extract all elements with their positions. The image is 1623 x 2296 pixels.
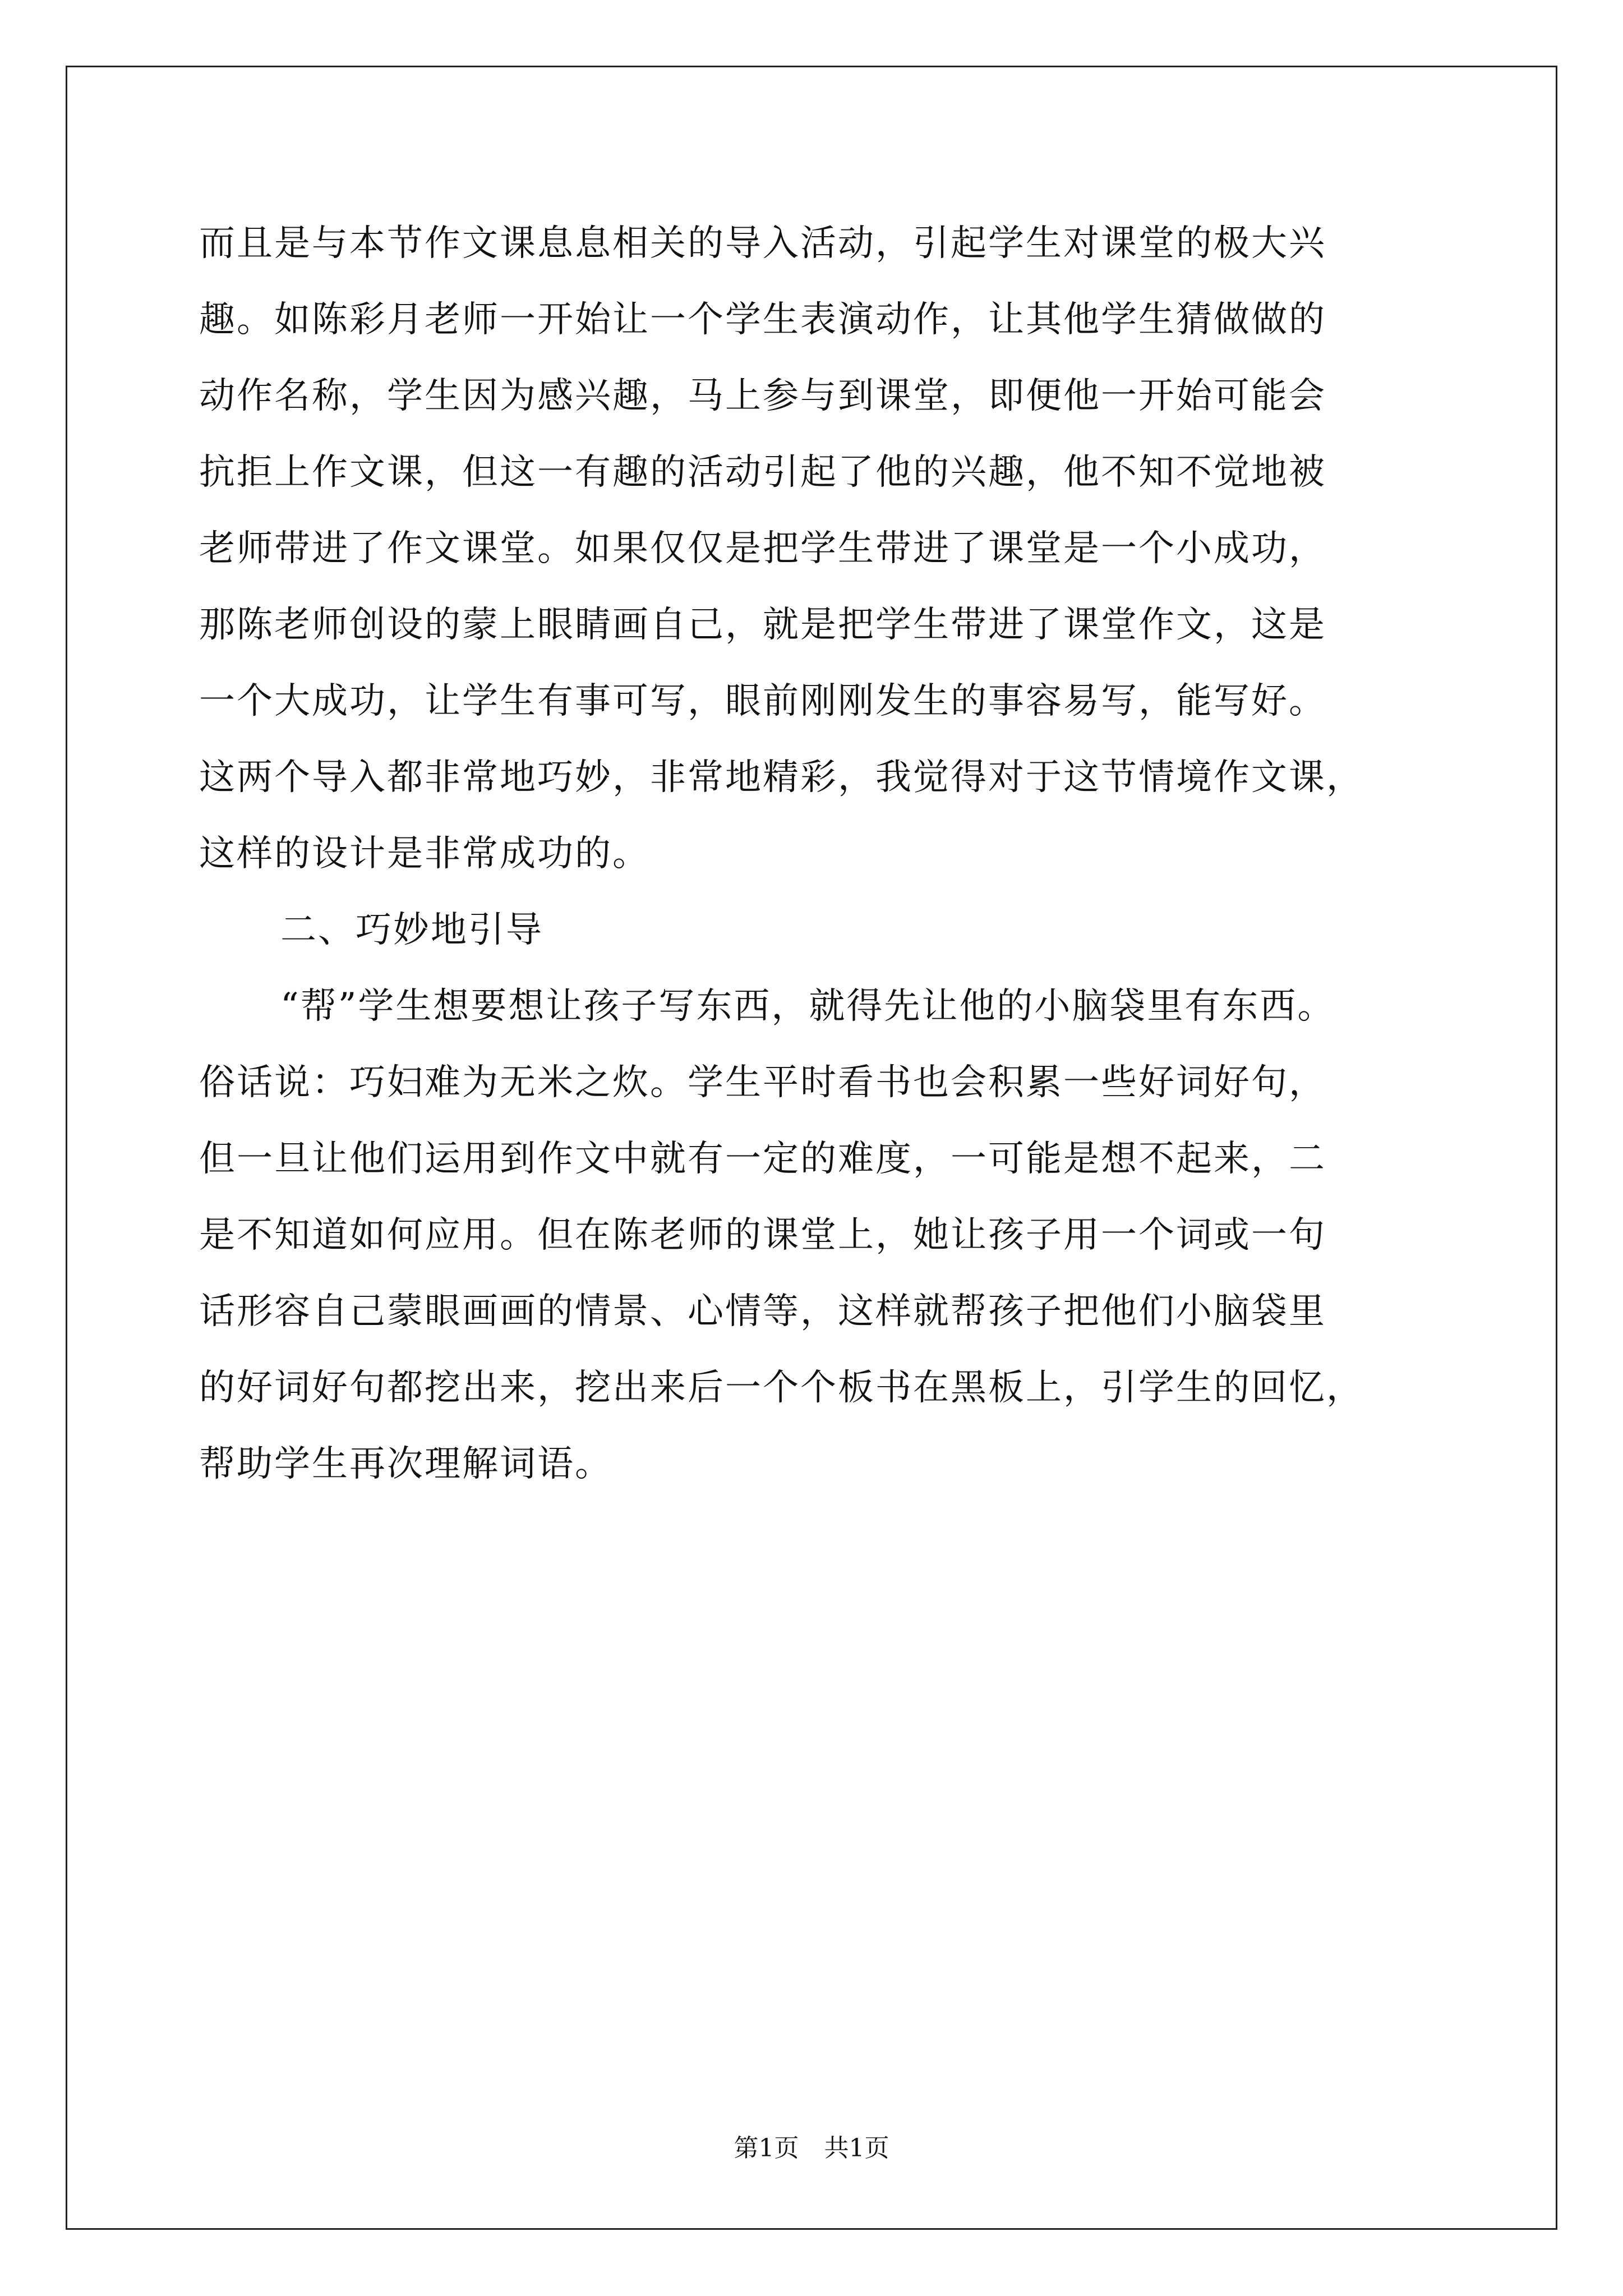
text-line: 的好词好句都挖出来，挖出来后一个个板书在黑板上，引学生的回忆， (199, 1367, 1364, 1409)
text-line: 但一旦让他们运用到作文中就有一定的难度，一可能是想不起来，二 (199, 1138, 1326, 1180)
text-line: 动作名称，学生因为感兴趣，马上参与到课堂，即便他一开始可能会 (199, 375, 1326, 417)
page-number: 第1页 (734, 2134, 799, 2162)
page-total: 共1页 (824, 2134, 889, 2162)
page-footer (0, 2136, 1623, 2161)
text-line: 俗话说：巧妇难为无米之炊。学生平时看书也会积累一些好词好句， (199, 1062, 1326, 1103)
text-line: 抗拒上作文课，但这一有趣的活动引起了他的兴趣，他不知不觉地被 (199, 452, 1326, 493)
section-heading: 二、巧妙地引导 (280, 909, 543, 951)
text-line: 这两个导入都非常地巧妙，非常地精彩，我觉得对于这节情境作文课， (199, 757, 1364, 798)
text-line: 一个大成功，让学生有事可写，眼前刚刚发生的事容易写，能写好。 (199, 680, 1326, 722)
text-line: 是不知道如何应用。但在陈老师的课堂上，她让孩子用一个词或一句 (199, 1214, 1326, 1256)
text-line: 话形容自己蒙眼画画的情景、心情等，这样就帮孩子把他们小脑袋里 (199, 1291, 1326, 1332)
text-line: 趣。如陈彩月老师一开始让一个学生表演动作，让其他学生猜做做的 (199, 299, 1326, 341)
text-line: 老师带进了作文课堂。如果仅仅是把学生带进了课堂是一个小成功， (199, 528, 1326, 569)
text-line: 那陈老师创设的蒙上眼睛画自己，就是把学生带进了课堂作文，这是 (199, 604, 1326, 646)
text-line: 这样的设计是非常成功的。 (199, 833, 650, 875)
text-line: “帮”学生想要想让孩子写东西，就得先让他的小脑袋里有东西。 (280, 986, 1335, 1027)
text-line: 而且是与本节作文课息息相关的导入活动，引起学生对课堂的极大兴 (199, 223, 1326, 264)
text-line: 帮助学生再次理解词语。 (199, 1443, 612, 1485)
